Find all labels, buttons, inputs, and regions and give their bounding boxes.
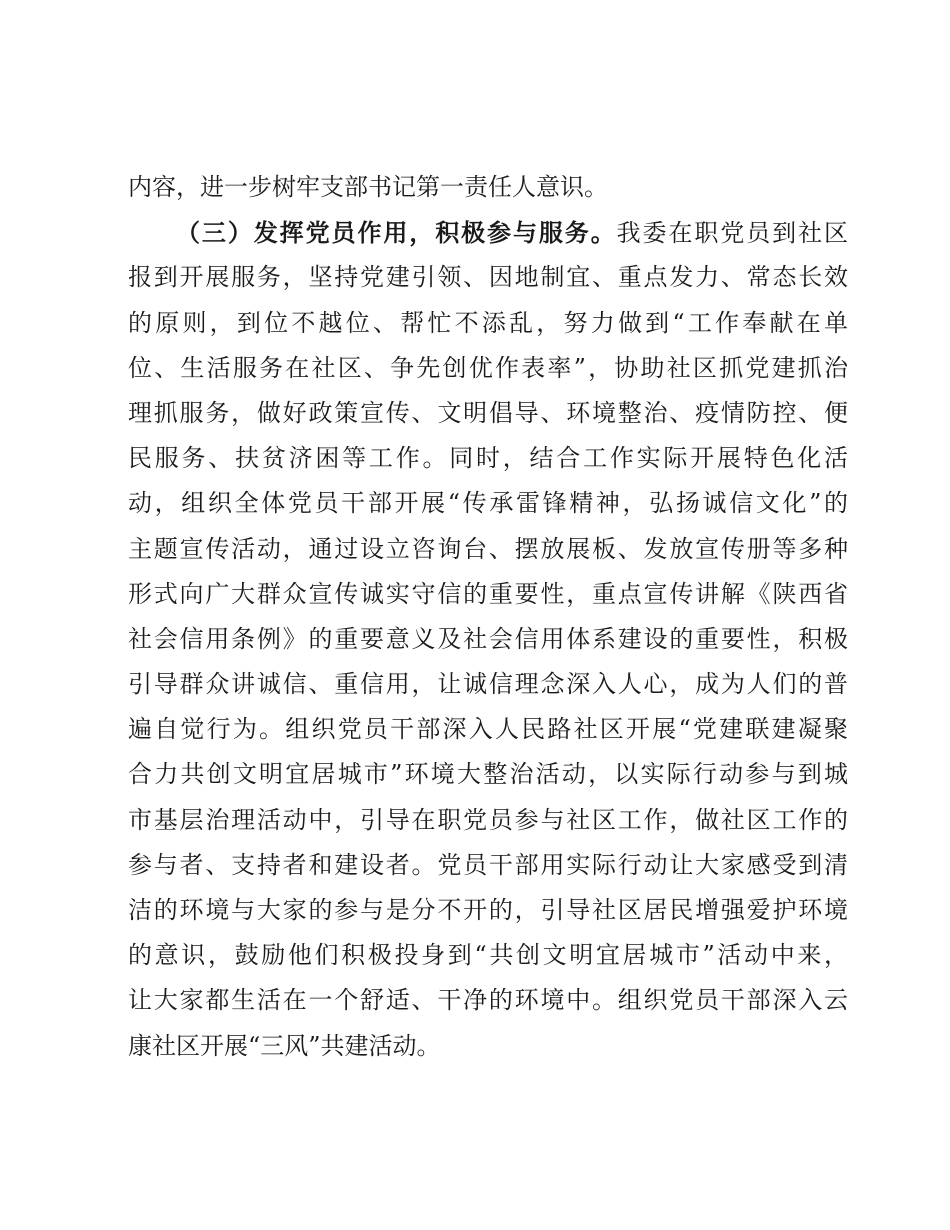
text-line: 理抓服务，做好政策宣传、文明倡导、环境整治、疫情防控、便 <box>128 398 848 427</box>
text-line: 的意识，鼓励他们积极投身到“共创文明宜居城市”活动中来， <box>128 941 848 970</box>
text-line: 引导群众讲诚信、重信用，让诚信理念深入人心，成为人们的普 <box>128 670 848 699</box>
text-line: 报到开展服务，坚持党建引领、因地制宜、重点发力、常态长效 <box>128 263 848 292</box>
text-line: 内容，进一步树牢支部书记第一责任人意识。 <box>128 173 608 201</box>
section-heading: （三）发挥党员作用，积极参与服务。 <box>176 218 617 248</box>
section-first-line-text: 我委在职党员到社区 <box>616 219 848 248</box>
text-line: 动，组织全体党员干部开展“传承雷锋精神，弘扬诚信文化”的 <box>128 489 848 518</box>
text-line: 社会信用条例》的重要意义及社会信用体系建设的重要性，积极 <box>128 624 848 653</box>
text-line: 合力共创文明宜居城市”环境大整治活动，以实际行动参与到城 <box>128 760 848 789</box>
text-line: 遍自觉行为。组织党员干部深入人民路社区开展“党建联建凝聚 <box>128 715 848 744</box>
text-line: 形式向广大群众宣传诚实守信的重要性，重点宣传讲解《陕西省 <box>128 579 848 608</box>
text-line: 参与者、支持者和建设者。党员干部用实际行动让大家感受到清 <box>128 850 848 879</box>
text-line: 洁的环境与大家的参与是分不开的，引导社区居民增强爱护环境 <box>128 896 848 924</box>
text-line: 民服务、扶贫济困等工作。同时，结合工作实际开展特色化活 <box>128 444 848 473</box>
text-line: 位、生活服务在社区、争先创优作表率”，协助社区抓党建抓治 <box>128 353 848 382</box>
text-line: 主题宣传活动，通过设立咨询台、摆放展板、发放宣传册等多种 <box>128 534 848 563</box>
section-heading-line <box>128 210 848 255</box>
body-text <box>128 165 848 1069</box>
text-line-last: 康社区开展“三风”共建活动。 <box>128 1031 441 1060</box>
text-line: 让大家都生活在一个舒适、干净的环境中。组织党员干部深入云 <box>128 986 848 1015</box>
text-line: 的原则，到位不越位、帮忙不添乱，努力做到“工作奉献在单 <box>128 308 848 337</box>
text-line: 市基层治理活动中，引导在职党员参与社区工作，做社区工作的 <box>128 805 848 834</box>
